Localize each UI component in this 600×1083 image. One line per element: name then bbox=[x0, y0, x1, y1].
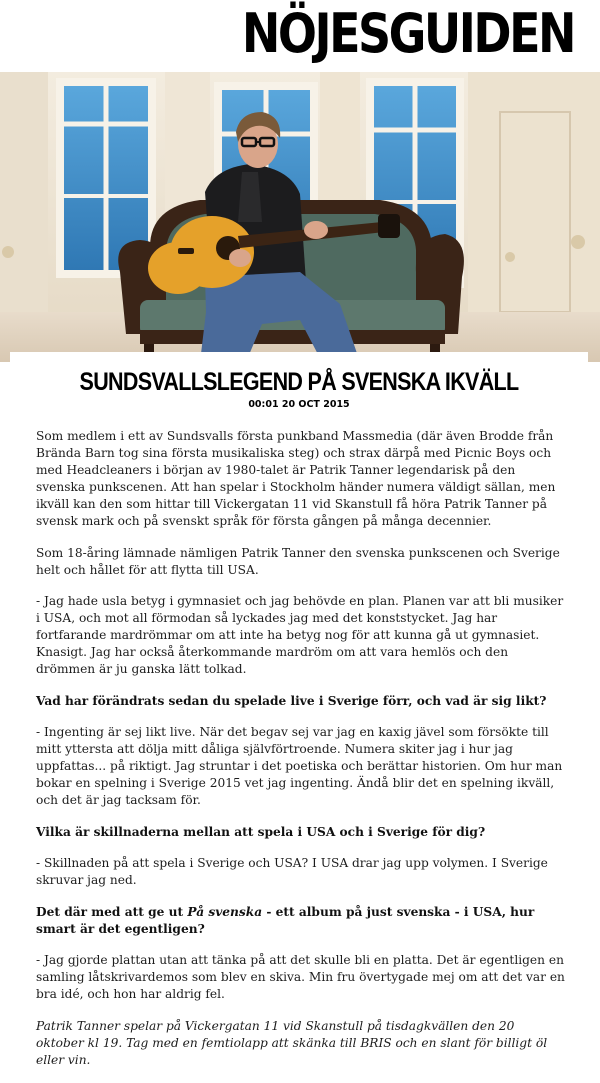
event-info: Patrik Tanner spelar på Vickergatan 11 vid Skanstull på tisdagkvällen den 20 oktober kl 19. Tag med en femtiolapp att skänka till BRIS och en slant för billigt öl eller vin. bbox=[36, 1018, 548, 1067]
site-logo[interactable]: NÖJESGUIDEN bbox=[241, 1, 574, 66]
interview-question-album bbox=[36, 904, 566, 938]
article-paragraph: Som medlem i ett av Sundsvalls första punkband Massmedia (där även Brodde från Brända Barn tog sina första musikaliska steg) och strax därpå med Picnic Boys och med Headcleaners i början av 1980-talet är Patrik Tanner legendarisk på den svenska punkscenen. Att han spelar i Stockholm händer numera väldigt sällan, men ikväll kan den som hittar till Vickergatan 11 vid Skanstull få höra Patrik Tanner på svensk mark och på svenskt språk för första gången på många decennier. bbox=[36, 429, 556, 528]
article-paragraph: - Ingenting är sej likt live. När det begav sej var jag en kaxig jävel som försökte till mitt yttersta att dölja mitt dåliga självförtroende. Numera skiter jag i hur jag uppfattas... på riktigt. Jag struntar i det poetiska och berättar historien. Om hur man bokar en spelning i Sverige 2015 vet jag ingenting. Ändå blir det en spelning ikväll, och det är jag tacksam för. bbox=[36, 725, 563, 807]
album-title: På svenska bbox=[187, 904, 263, 919]
masthead bbox=[0, 0, 600, 72]
interview-question: Vad har förändrats sedan du spelade live i Sverige förr, och vad är sig likt? bbox=[36, 693, 547, 708]
question-text-before: Det där med att ge ut bbox=[36, 904, 188, 919]
article-title: SUNDSVALLSLEGEND PÅ SVENSKA IKVÄLL bbox=[79, 368, 519, 396]
hero-image bbox=[0, 72, 600, 362]
article-header bbox=[10, 352, 588, 412]
hero-photo-illustration bbox=[0, 72, 600, 362]
article-body bbox=[36, 428, 566, 1083]
article-paragraph: - Jag gjorde plattan utan att tänka på att det skulle bli en platta. Det är egentligen en samling låtskrivardemos som blev en skiva. Min fru övertygade mej om att det var en bra idé, och hon har aldrig fel. bbox=[36, 953, 565, 1001]
question-text-after: - ett album på just svenska - i USA, hur smart är det egentligen? bbox=[36, 904, 535, 936]
article-paragraph: - Jag hade usla betyg i gymnasiet och jag behövde en plan. Planen var att bli musiker i USA, och mot all förmodan så lyckades jag med det konststycket. Jag har fortfarande mardrömmar om att inte ha betyg nog för att kunna gå ut gymnasiet. Knasigt. Jag har också återkommande mardröm om att vara hemlös och den drömmen är ju ganska lätt tolkad. bbox=[36, 594, 564, 676]
article-dateline: 00:01 20 OCT 2015 bbox=[248, 399, 350, 410]
article-paragraph: - Skillnaden på att spela i Sverige och USA? I USA drar jag upp volymen. I Sverige skruvar jag ned. bbox=[36, 856, 548, 887]
interview-question: Vilka är skillnaderna mellan att spela i USA och i Sverige för dig? bbox=[36, 824, 486, 839]
article-paragraph: Som 18-åring lämnade nämligen Patrik Tanner den svenska punkscenen och Sverige helt och hållet för att flytta till USA. bbox=[36, 545, 560, 577]
